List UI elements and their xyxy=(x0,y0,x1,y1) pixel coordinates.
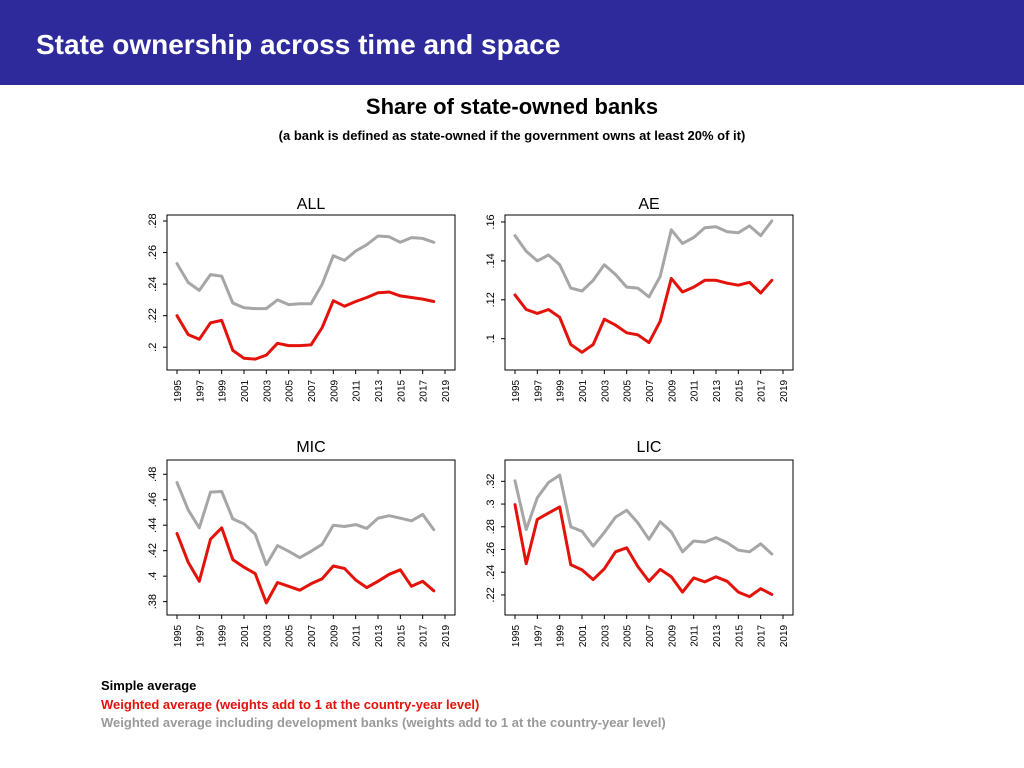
x-tick-label: 2001 xyxy=(578,379,589,403)
x-tick-label: 2011 xyxy=(689,625,701,647)
y-tick-label: .1 xyxy=(485,334,497,344)
x-tick-label: 2009 xyxy=(667,379,679,403)
y-tick-label: .32 xyxy=(485,473,497,489)
x-tick-label: 2005 xyxy=(284,624,296,648)
x-tick-label: 1999 xyxy=(555,624,567,648)
x-tick-label: 2017 xyxy=(418,379,430,403)
figure-note: (a bank is defined as state-owned if the government owns at least 20% of it) xyxy=(278,128,746,143)
y-tick-label: .3 xyxy=(485,499,497,509)
x-tick-label: 2017 xyxy=(756,624,768,648)
x-tick-label: 2019 xyxy=(441,624,452,648)
x-tick-label: 2015 xyxy=(734,379,746,403)
x-tick-label: 2017 xyxy=(756,379,768,403)
x-tick-label: 1999 xyxy=(217,624,229,648)
x-tick-label: 2019 xyxy=(779,379,790,403)
chart-panel-mic xyxy=(147,439,455,647)
y-tick-label: .12 xyxy=(485,292,497,308)
x-tick-label: 1997 xyxy=(533,379,545,403)
x-tick-label: 2013 xyxy=(712,379,723,403)
x-tick-label: 2005 xyxy=(284,379,296,403)
y-tick-label: .48 xyxy=(147,466,159,482)
figure-title: Share of state-owned banks xyxy=(365,94,659,119)
y-tick-label: .2 xyxy=(147,342,159,352)
x-tick-label: 2009 xyxy=(667,624,679,648)
y-tick-label: .14 xyxy=(485,253,497,269)
x-tick-label: 2003 xyxy=(600,379,612,403)
y-tick-label: .38 xyxy=(147,593,159,610)
chart-title: ALL xyxy=(296,196,326,213)
legend xyxy=(101,677,666,733)
y-tick-label: .46 xyxy=(147,492,159,508)
x-tick-label: 2011 xyxy=(351,625,363,647)
x-tick-label: 1997 xyxy=(195,379,207,403)
y-tick-label: .24 xyxy=(147,276,159,292)
x-tick-label: 2015 xyxy=(734,624,746,648)
chart-title: LIC xyxy=(636,439,662,456)
legend-item-weighted-average: Weighted average (weights add to 1 at the country-year level) xyxy=(101,696,480,712)
x-tick-label: 1995 xyxy=(173,624,184,648)
x-tick-label: 1995 xyxy=(511,379,522,403)
x-tick-label: 2007 xyxy=(645,624,656,648)
x-tick-label: 2013 xyxy=(374,379,385,403)
x-tick-label: 1999 xyxy=(555,379,567,403)
x-tick-label: 2015 xyxy=(396,379,408,403)
x-tick-label: 2009 xyxy=(329,624,341,648)
chart-title: MIC xyxy=(296,439,326,456)
y-tick-label: .44 xyxy=(147,517,159,533)
x-tick-label: 2003 xyxy=(600,624,612,648)
y-tick-label: .42 xyxy=(147,543,159,559)
x-tick-label: 1995 xyxy=(173,379,184,403)
x-tick-label: 2003 xyxy=(262,379,274,403)
x-tick-label: 2013 xyxy=(712,624,723,648)
y-tick-label: .16 xyxy=(485,214,497,230)
x-tick-label: 2003 xyxy=(262,624,274,648)
x-tick-label: 1999 xyxy=(217,379,229,403)
chart-panel-all xyxy=(147,196,455,402)
x-tick-label: 2001 xyxy=(240,379,251,403)
y-tick-label: .4 xyxy=(147,571,159,581)
x-tick-label: 2007 xyxy=(645,379,656,403)
page-title: State ownership across time and space xyxy=(36,29,561,60)
y-tick-label: .26 xyxy=(485,541,497,558)
x-tick-label: 2007 xyxy=(307,624,318,648)
y-tick-label: .24 xyxy=(485,564,497,580)
y-tick-label: .22 xyxy=(147,308,159,324)
x-tick-label: 2019 xyxy=(441,379,452,403)
legend-item-simple-average: Simple average xyxy=(101,678,197,693)
x-tick-label: 2005 xyxy=(622,379,634,403)
chart-panel-ae xyxy=(485,196,793,402)
chart-title: AE xyxy=(638,196,660,213)
y-tick-label: .28 xyxy=(147,213,159,229)
x-tick-label: 2001 xyxy=(578,624,589,648)
x-tick-label: 2001 xyxy=(240,624,251,648)
x-tick-label: 2017 xyxy=(418,624,430,648)
x-tick-label: 2011 xyxy=(689,380,701,402)
x-tick-label: 1997 xyxy=(195,624,207,648)
plot-frame xyxy=(505,215,793,370)
chart-panel-lic xyxy=(485,439,793,647)
x-tick-label: 2019 xyxy=(779,624,790,648)
legend-item-weighted-average-dev-banks: Weighted average including development banks (weights add to 1 at the country-year level) xyxy=(101,715,666,730)
x-tick-label: 2007 xyxy=(307,379,318,403)
x-tick-label: 1997 xyxy=(533,624,545,648)
x-tick-label: 2011 xyxy=(351,380,363,402)
y-tick-label: .22 xyxy=(485,587,497,603)
x-tick-label: 2013 xyxy=(374,624,385,648)
x-tick-label: 2005 xyxy=(622,624,634,648)
x-tick-label: 2009 xyxy=(329,379,341,403)
x-tick-label: 2015 xyxy=(396,624,408,648)
y-tick-label: .28 xyxy=(485,519,497,535)
x-tick-label: 1995 xyxy=(511,624,522,648)
y-tick-label: .26 xyxy=(147,244,159,261)
